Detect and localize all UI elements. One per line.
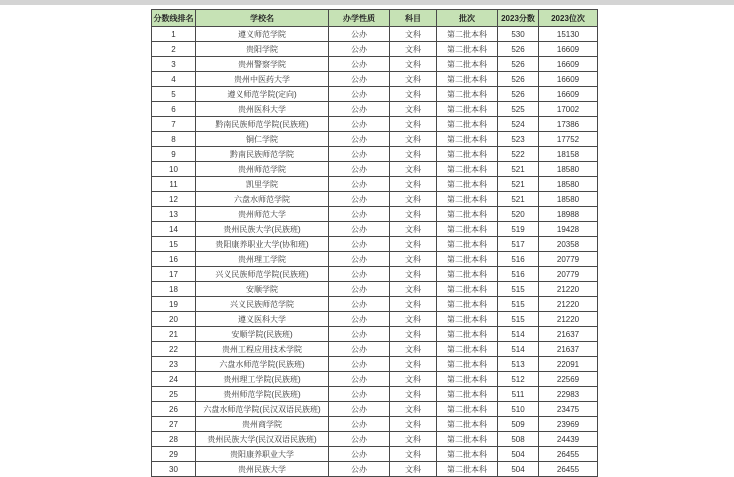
- table-row: [152, 132, 598, 147]
- table-cell: 贵州工程应用技术学院: [196, 342, 329, 357]
- table-cell: 第二批本科: [437, 297, 498, 312]
- table-cell: 第二批本科: [437, 387, 498, 402]
- table-cell: 第二批本科: [437, 72, 498, 87]
- table-cell: 27: [152, 417, 196, 432]
- table-cell: 公办: [329, 72, 390, 87]
- table-cell: 公办: [329, 372, 390, 387]
- table-cell: 513: [498, 357, 539, 372]
- table-cell: 20779: [539, 267, 598, 282]
- table-cell: 514: [498, 342, 539, 357]
- table-cell: 21220: [539, 312, 598, 327]
- table-cell: 文科: [390, 237, 437, 252]
- table-cell: 第二批本科: [437, 87, 498, 102]
- table-cell: 23475: [539, 402, 598, 417]
- table-cell: 文科: [390, 357, 437, 372]
- table-row: [152, 312, 598, 327]
- table-cell: 17: [152, 267, 196, 282]
- table-cell: 公办: [329, 87, 390, 102]
- table-cell: 文科: [390, 132, 437, 147]
- table-cell: 16609: [539, 72, 598, 87]
- table-cell: 18580: [539, 162, 598, 177]
- table-cell: 遵义师范学院: [196, 27, 329, 42]
- table-cell: 21220: [539, 282, 598, 297]
- table-row: [152, 42, 598, 57]
- table-cell: 贵州医科大学: [196, 102, 329, 117]
- table-cell: 凯里学院: [196, 177, 329, 192]
- table-row: [152, 87, 598, 102]
- table-cell: 18: [152, 282, 196, 297]
- window-top-bar: [0, 0, 734, 5]
- table-cell: 第二批本科: [437, 462, 498, 477]
- table-cell: 3: [152, 57, 196, 72]
- table-cell: 文科: [390, 417, 437, 432]
- table-cell: 24: [152, 372, 196, 387]
- table-cell: 公办: [329, 27, 390, 42]
- table-cell: 文科: [390, 57, 437, 72]
- table-cell: 第二批本科: [437, 162, 498, 177]
- table-row: [152, 252, 598, 267]
- table-cell: 526: [498, 42, 539, 57]
- table-cell: 文科: [390, 87, 437, 102]
- table-cell: 文科: [390, 432, 437, 447]
- table-cell: 520: [498, 207, 539, 222]
- table-cell: 第二批本科: [437, 132, 498, 147]
- table-cell: 16: [152, 252, 196, 267]
- table-cell: 遵义医科大学: [196, 312, 329, 327]
- table-row: [152, 372, 598, 387]
- table-cell: 8: [152, 132, 196, 147]
- table-cell: 28: [152, 432, 196, 447]
- table-cell: 黔南民族师范学院: [196, 147, 329, 162]
- table-cell: 文科: [390, 192, 437, 207]
- table-cell: 10: [152, 162, 196, 177]
- table-cell: 遵义师范学院(定向): [196, 87, 329, 102]
- table-cell: 文科: [390, 207, 437, 222]
- table-cell: 公办: [329, 207, 390, 222]
- table-cell: 贵州理工学院: [196, 252, 329, 267]
- table-cell: 第二批本科: [437, 447, 498, 462]
- table-cell: 兴义民族师范学院: [196, 297, 329, 312]
- table-row: [152, 57, 598, 72]
- table-cell: 公办: [329, 162, 390, 177]
- score-table-container: [151, 9, 598, 477]
- table-row: [152, 357, 598, 372]
- header-cell: 办学性质: [329, 10, 390, 27]
- table-cell: 贵州师范大学: [196, 207, 329, 222]
- table-cell: 贵州师范学院: [196, 162, 329, 177]
- table-header: [152, 10, 598, 27]
- table-cell: 516: [498, 267, 539, 282]
- table-cell: 2: [152, 42, 196, 57]
- table-cell: 公办: [329, 117, 390, 132]
- table-cell: 7: [152, 117, 196, 132]
- header-cell: 2023位次: [539, 10, 598, 27]
- table-cell: 第二批本科: [437, 117, 498, 132]
- table-cell: 22: [152, 342, 196, 357]
- table-cell: 17386: [539, 117, 598, 132]
- table-cell: 文科: [390, 387, 437, 402]
- table-row: [152, 342, 598, 357]
- table-row: [152, 402, 598, 417]
- table-cell: 504: [498, 462, 539, 477]
- table-cell: 公办: [329, 462, 390, 477]
- table-cell: 29: [152, 447, 196, 462]
- table-cell: 510: [498, 402, 539, 417]
- table-cell: 公办: [329, 282, 390, 297]
- table-cell: 文科: [390, 297, 437, 312]
- table-cell: 公办: [329, 237, 390, 252]
- table-cell: 15: [152, 237, 196, 252]
- table-cell: 14: [152, 222, 196, 237]
- table-cell: 文科: [390, 177, 437, 192]
- table-cell: 26455: [539, 447, 598, 462]
- table-cell: 514: [498, 327, 539, 342]
- table-cell: 21: [152, 327, 196, 342]
- table-cell: 525: [498, 102, 539, 117]
- table-row: [152, 27, 598, 42]
- table-cell: 21220: [539, 297, 598, 312]
- table-cell: 第二批本科: [437, 402, 498, 417]
- table-cell: 公办: [329, 132, 390, 147]
- table-row: [152, 207, 598, 222]
- table-cell: 文科: [390, 447, 437, 462]
- table-cell: 第二批本科: [437, 372, 498, 387]
- table-cell: 25: [152, 387, 196, 402]
- table-cell: 515: [498, 297, 539, 312]
- table-cell: 30: [152, 462, 196, 477]
- table-cell: 21637: [539, 342, 598, 357]
- table-cell: 4: [152, 72, 196, 87]
- table-cell: 公办: [329, 57, 390, 72]
- table-cell: 526: [498, 87, 539, 102]
- table-cell: 526: [498, 72, 539, 87]
- table-cell: 文科: [390, 372, 437, 387]
- table-body: [152, 27, 598, 477]
- table-cell: 第二批本科: [437, 357, 498, 372]
- table-cell: 文科: [390, 267, 437, 282]
- table-cell: 公办: [329, 417, 390, 432]
- table-cell: 16609: [539, 57, 598, 72]
- table-row: [152, 177, 598, 192]
- table-cell: 六盘水师范学院(民族班): [196, 357, 329, 372]
- table-cell: 黔南民族师范学院(民族班): [196, 117, 329, 132]
- table-cell: 公办: [329, 252, 390, 267]
- table-cell: 贵州师范学院(民族班): [196, 387, 329, 402]
- table-cell: 文科: [390, 252, 437, 267]
- table-cell: 26455: [539, 462, 598, 477]
- table-cell: 贵阳康养职业大学: [196, 447, 329, 462]
- table-cell: 贵阳学院: [196, 42, 329, 57]
- table-cell: 17752: [539, 132, 598, 147]
- table-cell: 16609: [539, 87, 598, 102]
- table-cell: 文科: [390, 72, 437, 87]
- table-cell: 530: [498, 27, 539, 42]
- table-cell: 第二批本科: [437, 312, 498, 327]
- table-cell: 文科: [390, 462, 437, 477]
- table-cell: 贵州警察学院: [196, 57, 329, 72]
- table-row: [152, 102, 598, 117]
- table-cell: 贵州中医药大学: [196, 72, 329, 87]
- table-cell: 文科: [390, 42, 437, 57]
- table-cell: 504: [498, 447, 539, 462]
- table-row: [152, 237, 598, 252]
- table-cell: 六盘水师范学院: [196, 192, 329, 207]
- table-cell: 16609: [539, 42, 598, 57]
- table-cell: 18580: [539, 177, 598, 192]
- table-row: [152, 462, 598, 477]
- table-cell: 文科: [390, 27, 437, 42]
- table-cell: 511: [498, 387, 539, 402]
- table-cell: 524: [498, 117, 539, 132]
- table-cell: 521: [498, 162, 539, 177]
- table-cell: 公办: [329, 312, 390, 327]
- table-cell: 508: [498, 432, 539, 447]
- table-cell: 铜仁学院: [196, 132, 329, 147]
- table-cell: 18988: [539, 207, 598, 222]
- table-cell: 公办: [329, 222, 390, 237]
- table-cell: 文科: [390, 102, 437, 117]
- table-cell: 贵州理工学院(民族班): [196, 372, 329, 387]
- table-cell: 公办: [329, 387, 390, 402]
- table-cell: 公办: [329, 357, 390, 372]
- table-cell: 公办: [329, 327, 390, 342]
- table-row: [152, 192, 598, 207]
- table-row: [152, 222, 598, 237]
- table-row: [152, 282, 598, 297]
- table-cell: 兴义民族师范学院(民族班): [196, 267, 329, 282]
- table-row: [152, 117, 598, 132]
- table-cell: 第二批本科: [437, 147, 498, 162]
- header-row: [152, 10, 598, 27]
- table-cell: 1: [152, 27, 196, 42]
- score-table: [151, 9, 598, 477]
- table-cell: 公办: [329, 177, 390, 192]
- table-cell: 公办: [329, 192, 390, 207]
- table-cell: 517: [498, 237, 539, 252]
- table-cell: 公办: [329, 342, 390, 357]
- table-cell: 第二批本科: [437, 27, 498, 42]
- table-cell: 13: [152, 207, 196, 222]
- table-cell: 第二批本科: [437, 252, 498, 267]
- table-cell: 公办: [329, 297, 390, 312]
- table-cell: 第二批本科: [437, 282, 498, 297]
- table-row: [152, 447, 598, 462]
- table-cell: 18580: [539, 192, 598, 207]
- table-cell: 第二批本科: [437, 267, 498, 282]
- table-cell: 文科: [390, 327, 437, 342]
- table-cell: 6: [152, 102, 196, 117]
- table-cell: 第二批本科: [437, 237, 498, 252]
- table-cell: 贵州民族大学(民汉双语民族班): [196, 432, 329, 447]
- table-cell: 第二批本科: [437, 57, 498, 72]
- table-row: [152, 162, 598, 177]
- header-cell: 2023分数: [498, 10, 539, 27]
- table-cell: 17002: [539, 102, 598, 117]
- table-cell: 521: [498, 192, 539, 207]
- table-cell: 509: [498, 417, 539, 432]
- table-cell: 公办: [329, 102, 390, 117]
- table-cell: 六盘水师范学院(民汉双语民族班): [196, 402, 329, 417]
- table-cell: 文科: [390, 312, 437, 327]
- table-cell: 公办: [329, 42, 390, 57]
- table-cell: 20: [152, 312, 196, 327]
- table-cell: 23969: [539, 417, 598, 432]
- table-cell: 20358: [539, 237, 598, 252]
- table-row: [152, 387, 598, 402]
- table-cell: 11: [152, 177, 196, 192]
- table-cell: 第二批本科: [437, 42, 498, 57]
- table-cell: 贵州商学院: [196, 417, 329, 432]
- table-cell: 公办: [329, 447, 390, 462]
- table-cell: 22569: [539, 372, 598, 387]
- table-cell: 第二批本科: [437, 222, 498, 237]
- table-cell: 20779: [539, 252, 598, 267]
- table-row: [152, 72, 598, 87]
- header-cell: 分数线排名: [152, 10, 196, 27]
- table-cell: 公办: [329, 402, 390, 417]
- table-cell: 文科: [390, 282, 437, 297]
- header-cell: 批次: [437, 10, 498, 27]
- table-cell: 公办: [329, 432, 390, 447]
- table-cell: 521: [498, 177, 539, 192]
- table-cell: 26: [152, 402, 196, 417]
- table-cell: 贵州民族大学: [196, 462, 329, 477]
- table-cell: 18158: [539, 147, 598, 162]
- table-cell: 21637: [539, 327, 598, 342]
- table-cell: 523: [498, 132, 539, 147]
- table-cell: 22983: [539, 387, 598, 402]
- table-row: [152, 267, 598, 282]
- table-cell: 公办: [329, 267, 390, 282]
- table-cell: 安顺学院(民族班): [196, 327, 329, 342]
- table-cell: 第二批本科: [437, 192, 498, 207]
- table-cell: 15130: [539, 27, 598, 42]
- table-cell: 24439: [539, 432, 598, 447]
- table-cell: 12: [152, 192, 196, 207]
- table-cell: 19: [152, 297, 196, 312]
- table-cell: 文科: [390, 222, 437, 237]
- table-cell: 文科: [390, 342, 437, 357]
- table-cell: 公办: [329, 147, 390, 162]
- table-cell: 22091: [539, 357, 598, 372]
- table-cell: 516: [498, 252, 539, 267]
- table-cell: 9: [152, 147, 196, 162]
- table-cell: 515: [498, 312, 539, 327]
- table-cell: 文科: [390, 147, 437, 162]
- table-cell: 519: [498, 222, 539, 237]
- table-cell: 515: [498, 282, 539, 297]
- table-cell: 5: [152, 87, 196, 102]
- table-cell: 第二批本科: [437, 102, 498, 117]
- table-cell: 第二批本科: [437, 207, 498, 222]
- table-row: [152, 147, 598, 162]
- table-cell: 第二批本科: [437, 327, 498, 342]
- header-cell: 学校名: [196, 10, 329, 27]
- header-cell: 科目: [390, 10, 437, 27]
- table-cell: 526: [498, 57, 539, 72]
- table-cell: 贵阳康养职业大学(协和班): [196, 237, 329, 252]
- table-cell: 文科: [390, 117, 437, 132]
- table-cell: 贵州民族大学(民族班): [196, 222, 329, 237]
- table-cell: 522: [498, 147, 539, 162]
- table-cell: 文科: [390, 162, 437, 177]
- table-cell: 文科: [390, 402, 437, 417]
- table-cell: 第二批本科: [437, 342, 498, 357]
- table-row: [152, 417, 598, 432]
- table-row: [152, 297, 598, 312]
- table-row: [152, 327, 598, 342]
- table-cell: 第二批本科: [437, 432, 498, 447]
- table-cell: 第二批本科: [437, 177, 498, 192]
- table-row: [152, 432, 598, 447]
- table-cell: 512: [498, 372, 539, 387]
- table-cell: 安顺学院: [196, 282, 329, 297]
- table-cell: 19428: [539, 222, 598, 237]
- table-cell: 23: [152, 357, 196, 372]
- table-cell: 第二批本科: [437, 417, 498, 432]
